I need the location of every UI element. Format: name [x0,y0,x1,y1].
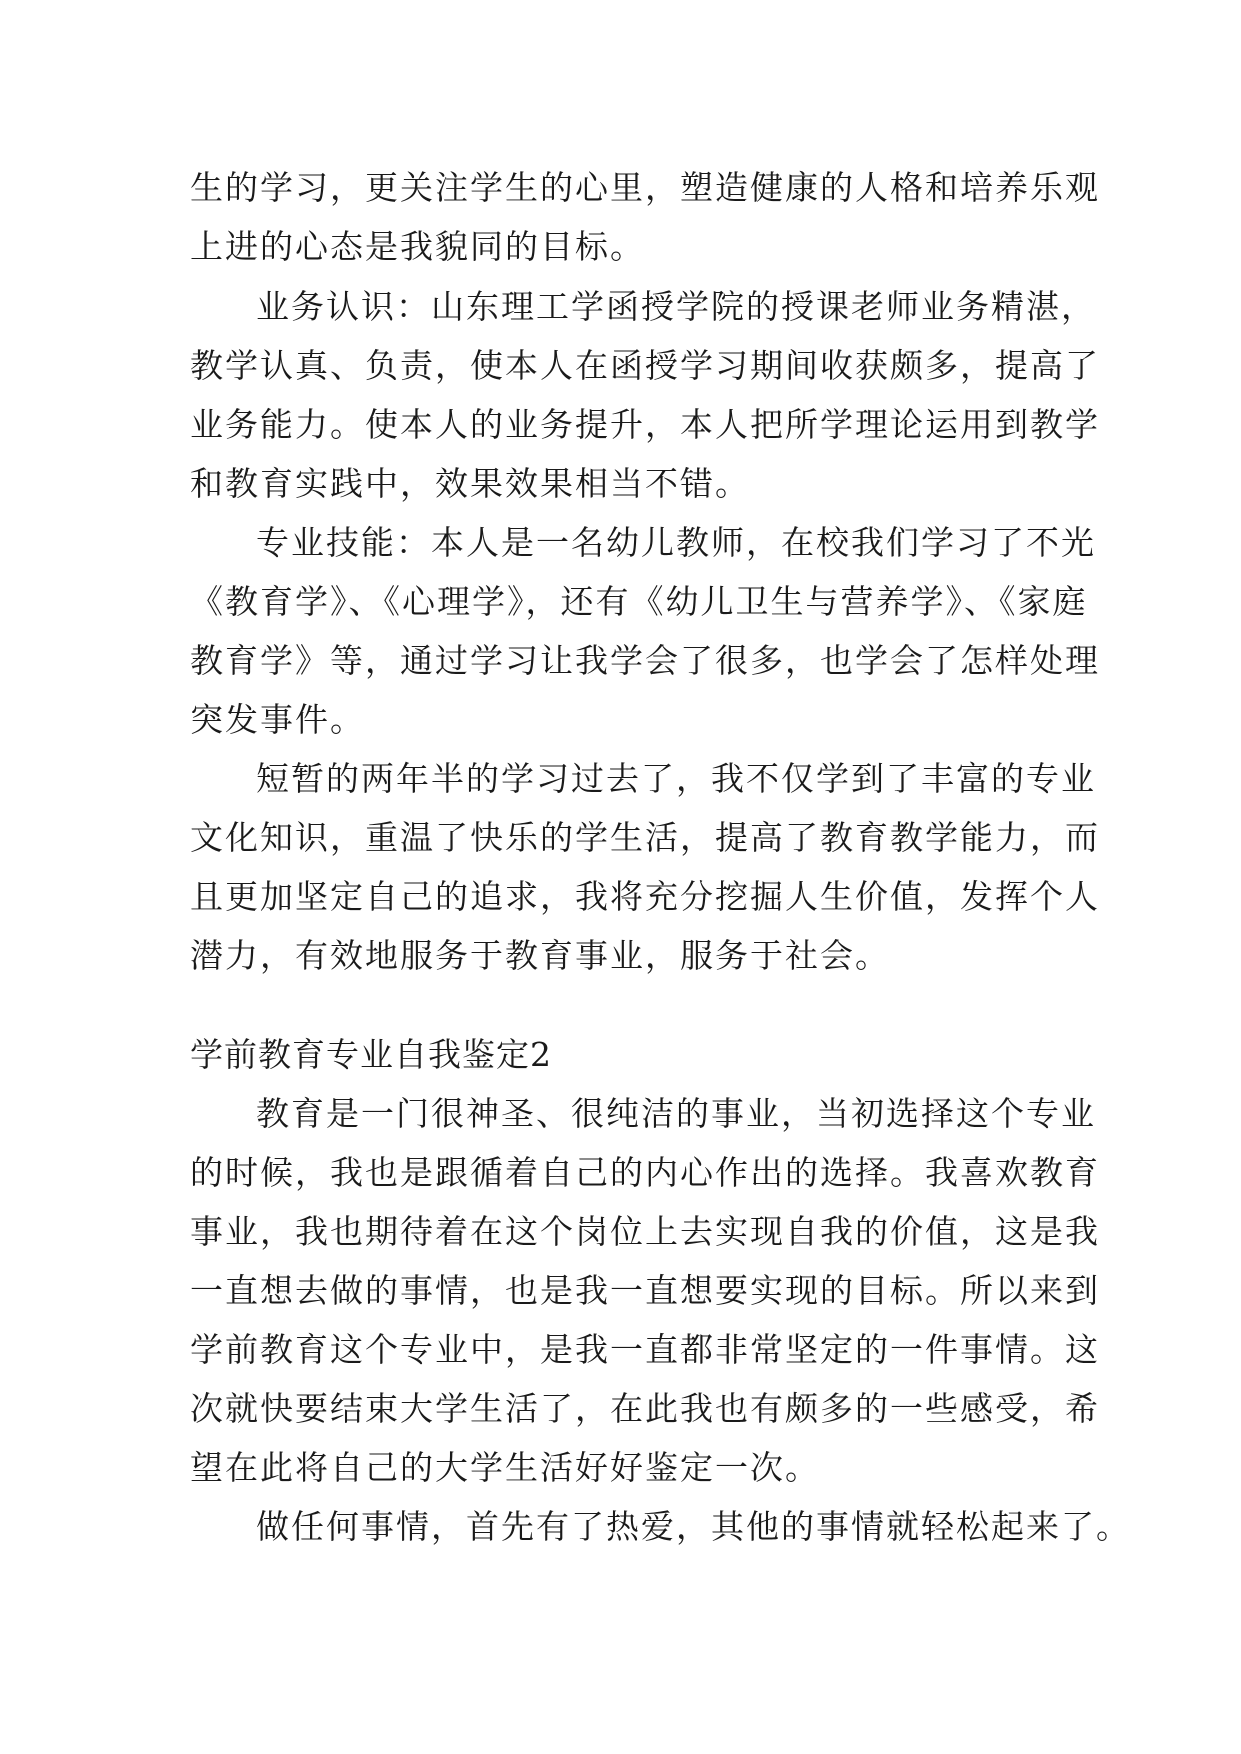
text-line: 突发事件。 [190,700,365,739]
section-heading: 学前教育专业自我鉴定2 [190,1035,552,1074]
paragraph-start-line: 做任何事情，首先有了热爱，其他的事情就轻松起来了。 [256,1507,1131,1546]
text-line: 业务能力。使本人的业务提升，本人把所学理论运用到教学 [190,405,1100,444]
text-line: 上进的心态是我貌同的目标。 [190,227,645,266]
text-line: 潜力，有效地服务于教育事业，服务于社会。 [190,936,890,975]
text-line: 望在此将自己的大学生活好好鉴定一次。 [190,1448,820,1487]
text-line: 教育学》等，通过学习让我学会了很多，也学会了怎样处理 [190,641,1100,680]
text-line: 的时候，我也是跟循着自己的内心作出的选择。我喜欢教育 [190,1153,1100,1192]
paragraph-start-line: 短暂的两年半的学习过去了，我不仅学到了丰富的专业 [256,759,1096,798]
paragraph-start-line: 业务认识：山东理工学函授学院的授课老师业务精湛， [256,287,1096,326]
text-line: 教学认真、负责，使本人在函授学习期间收获颇多，提高了 [190,346,1100,385]
text-line: 《教育学》、《心理学》，还有《幼儿卫生与营养学》、《家庭 [190,582,1088,621]
paragraph-start-line: 教育是一门很神圣、很纯洁的事业，当初选择这个专业 [256,1094,1096,1133]
text-line: 次就快要结束大学生活了，在此我也有颇多的一些感受，希 [190,1389,1100,1428]
paragraph-start-line: 专业技能：本人是一名幼儿教师，在校我们学习了不光 [256,523,1096,562]
text-line: 和教育实践中，效果效果相当不错。 [190,464,750,503]
text-line: 一直想去做的事情，也是我一直想要实现的目标。所以来到 [190,1271,1100,1310]
text-line: 学前教育这个专业中，是我一直都非常坚定的一件事情。这 [190,1330,1100,1369]
text-line: 且更加坚定自己的追求，我将充分挖掘人生价值，发挥个人 [190,877,1100,916]
text-line: 文化知识，重温了快乐的学生活，提高了教育教学能力，而 [190,818,1100,857]
text-line: 事业，我也期待着在这个岗位上去实现自我的价值，这是我 [190,1212,1100,1251]
text-line: 生的学习，更关注学生的心里，塑造健康的人格和培养乐观 [190,168,1100,207]
